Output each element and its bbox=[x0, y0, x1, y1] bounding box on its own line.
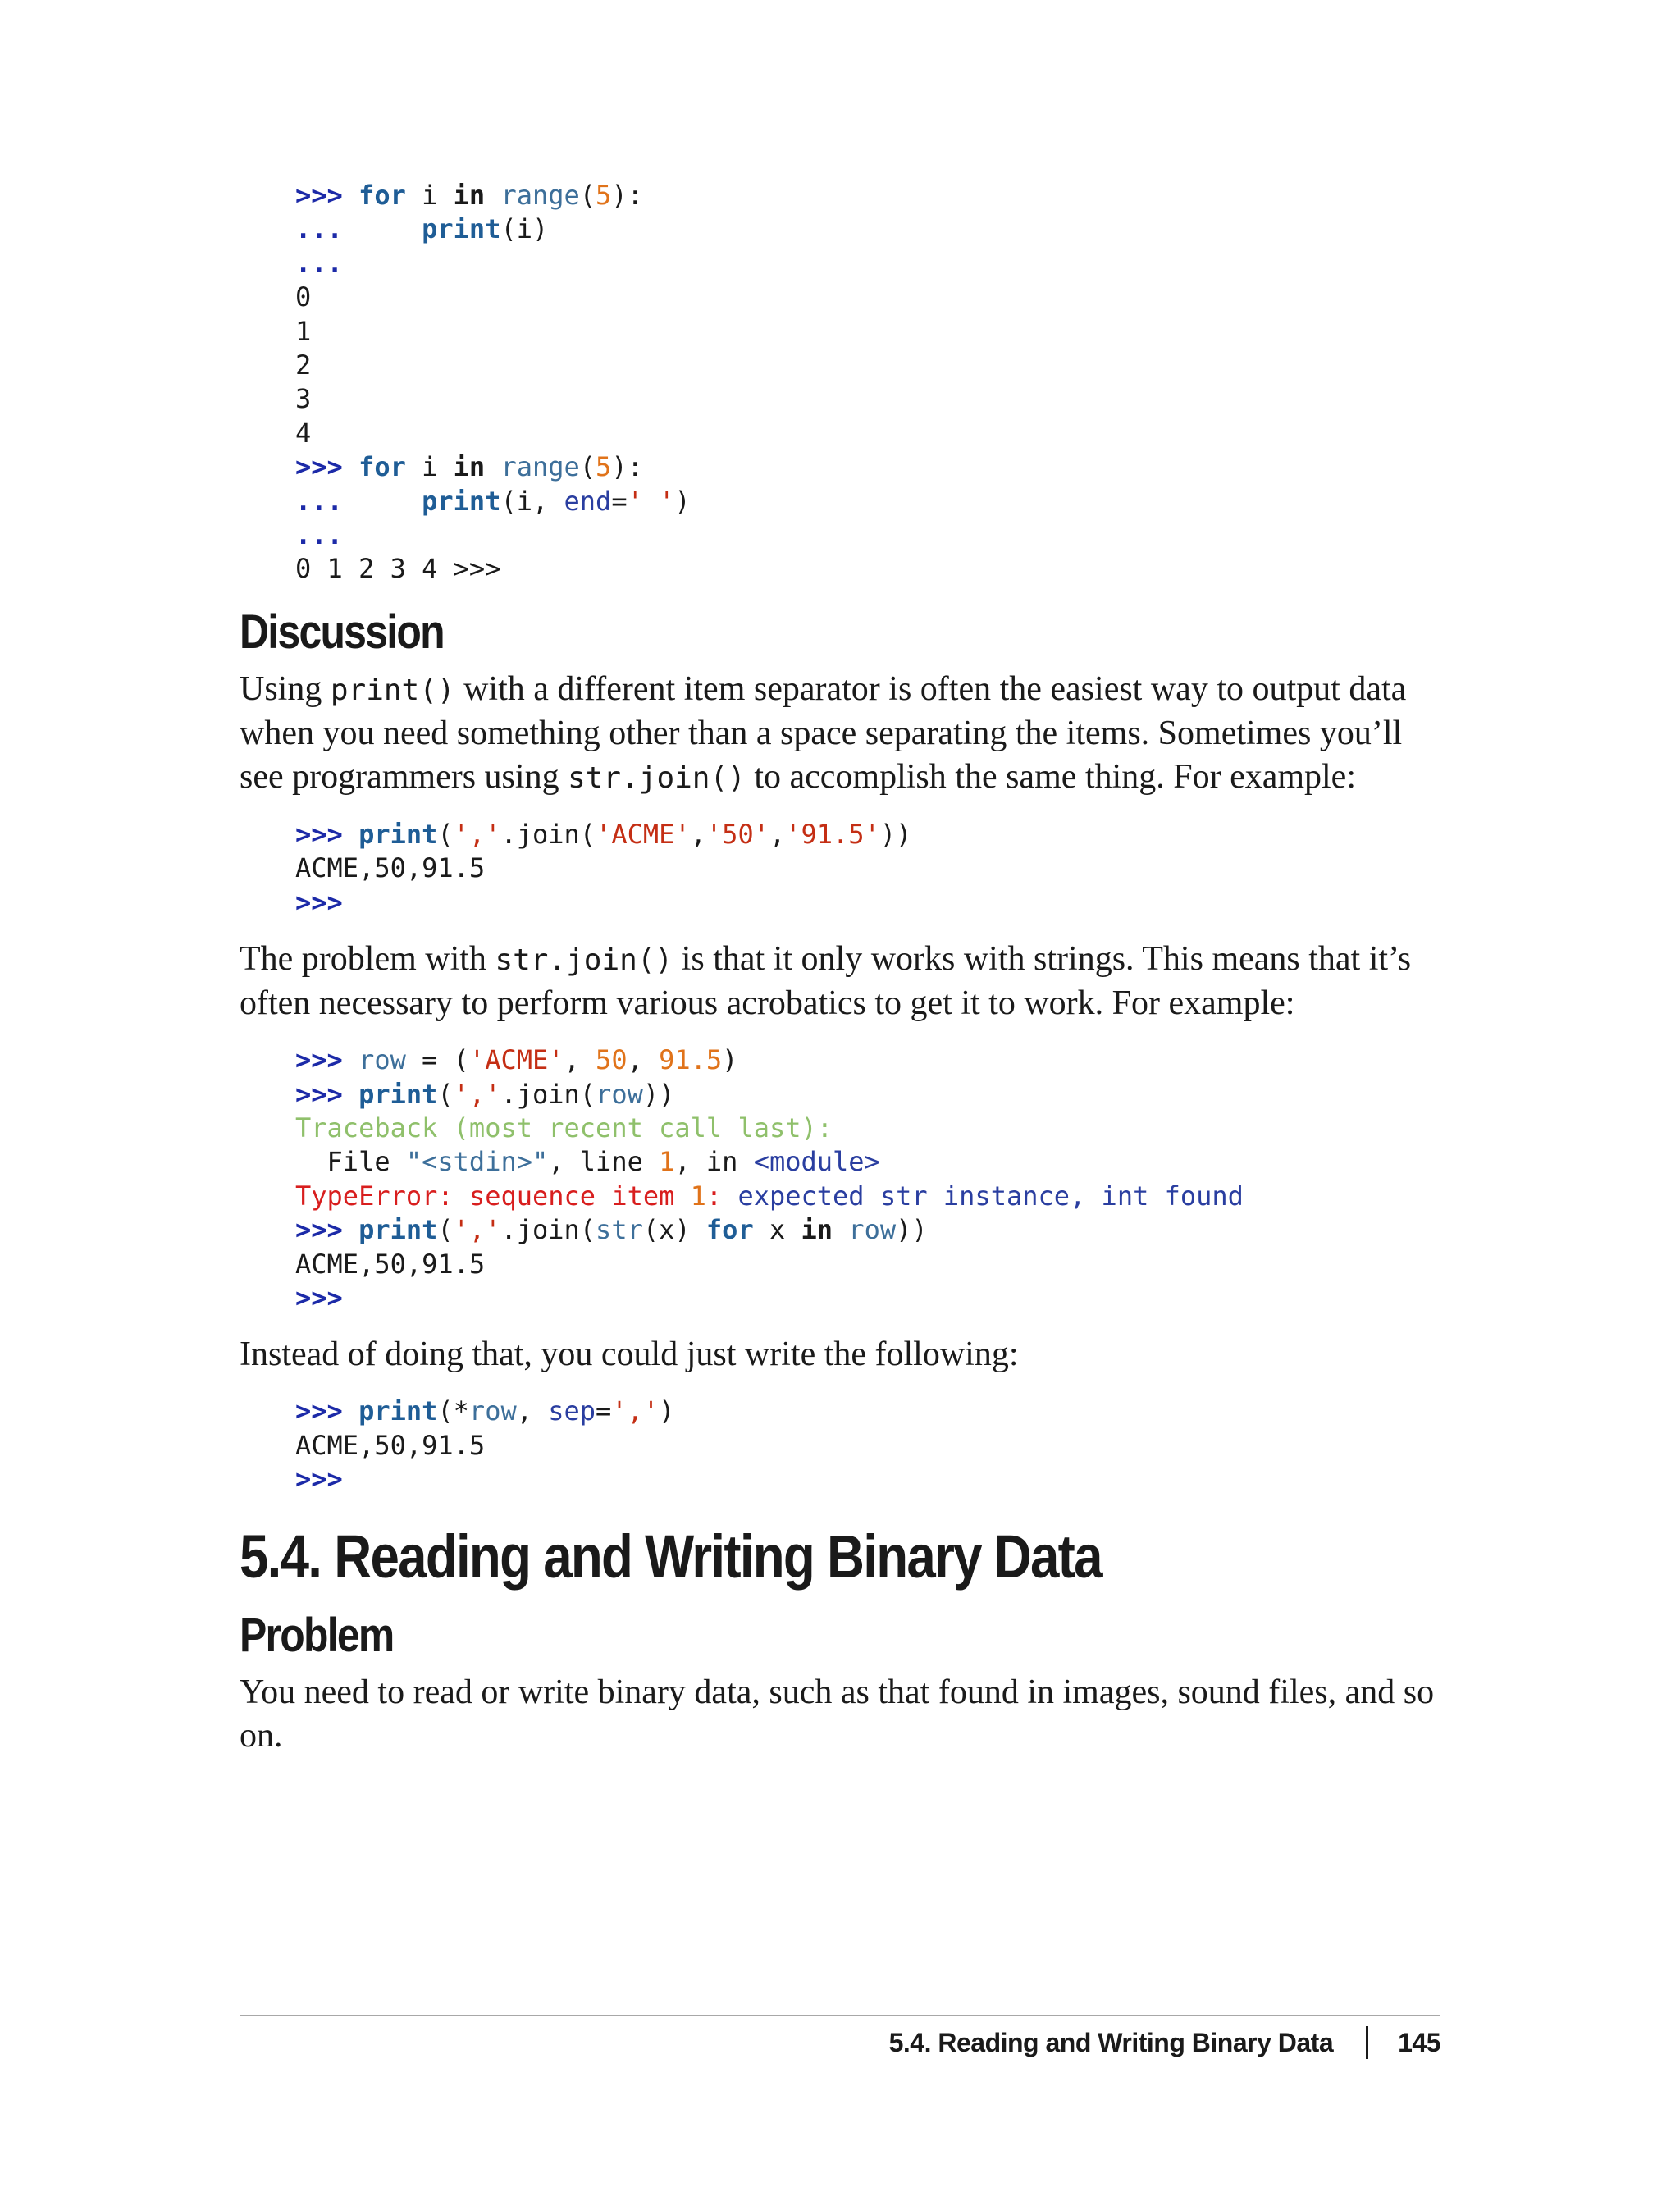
page-number: 145 bbox=[1398, 2027, 1440, 2057]
footer-rule bbox=[240, 2015, 1440, 2016]
discussion-paragraph-3: Instead of doing that, you could just write the following: bbox=[240, 1335, 1019, 1374]
discussion-paragraph-1: Using print() with a different item separator is often the easiest way to output data when you need something other than a space separating the items. Sometimes you’ll see programmers using str.join() to accomplish the same thing. For example: bbox=[240, 669, 1407, 796]
discussion-heading: Discussion bbox=[240, 605, 444, 659]
inline-code-print: print() bbox=[330, 673, 455, 707]
page-footer bbox=[889, 2026, 1440, 2059]
inline-code-str-join: str.join() bbox=[495, 943, 673, 978]
inline-code-str-join: str.join() bbox=[568, 760, 746, 795]
problem-paragraph: You need to read or write binary data, such as that found in images, sound files, and so on. bbox=[240, 1673, 1435, 1755]
code-block-join-strings: >>> print(','.join('ACME','50','91.5')) ACME,50,91.5 >>> bbox=[295, 818, 912, 918]
page-content bbox=[240, 179, 1440, 1758]
code-block-range-loop: >>> for i in range(5): ... print(i) ... 0 1 2 3 4 >>> for i in range(5): ... print(i, end=' ') ... 0 1 2 3 4 >>> bbox=[295, 180, 691, 585]
code-block-sep: >>> print(*row, sep=',') ACME,50,91.5 >>> bbox=[295, 1395, 675, 1495]
footer-section-title: 5.4. Reading and Writing Binary Data bbox=[888, 2027, 1334, 2057]
discussion-paragraph-2: The problem with str.join() is that it only works with strings. This means that it’s often necessary to perform various acrobatics to get it to work. For example: bbox=[240, 940, 1412, 1023]
footer-separator bbox=[1366, 2026, 1368, 2059]
problem-heading: Problem bbox=[240, 1608, 394, 1662]
chapter-heading: 5.4. Reading and Writing Binary Data bbox=[240, 1522, 1102, 1591]
code-block-join-error: >>> row = ('ACME', 50, 91.5) >>> print(','.join(row)) Traceback (most recent call last): File "<stdin>", line 1, in <module> TypeError: sequence item 1: expected str instance, int found >>> print(','.join(str(x) for x in row)) ACME,50,91.5 >>> bbox=[295, 1044, 1244, 1313]
